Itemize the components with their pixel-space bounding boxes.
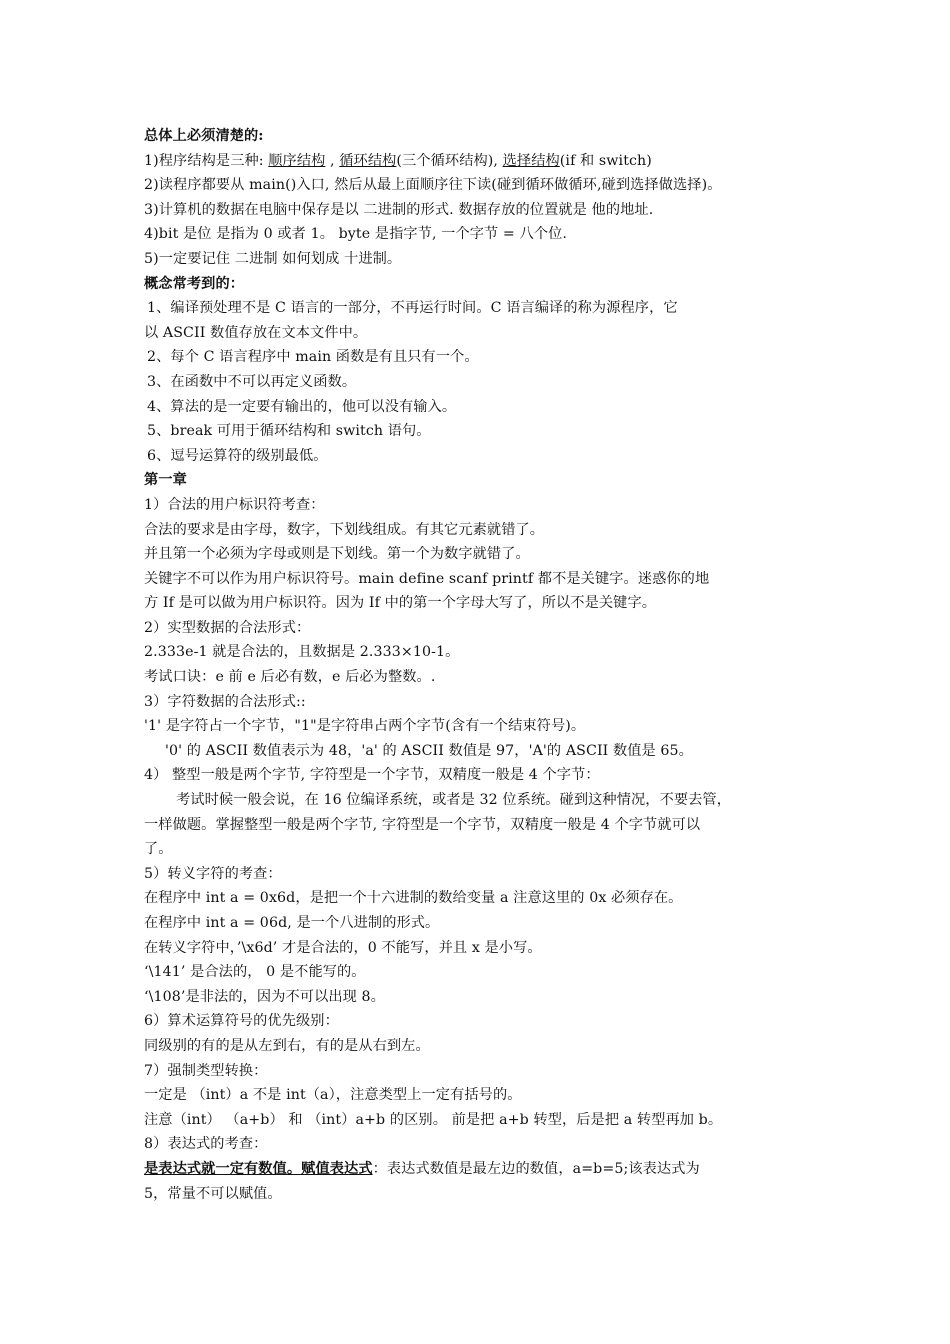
concept-item-1: 1、编译预处理不是 C 语言的一部分，不再运行时间。C 语言编译的称为源程序，它 [147, 300, 678, 317]
paragraph-line: ‘\141’ 是合法的， 0 是不能写的。 [144, 964, 366, 981]
document-page [144, 124, 824, 1206]
paragraph-line: 并且第一个必须为字母或则是下划线。第一个为数字就错了。 [144, 546, 530, 563]
topic-character-heading: 3）字符数据的合法形式:: [144, 693, 306, 710]
topic-integer-size-heading: 4） 整型一般是两个字节, 字符型是一个字节，双精度一般是 4 个字节： [144, 767, 600, 784]
paragraph-line: 合法的要求是由字母，数字，下划线组成。有其它元素就错了。 [144, 521, 545, 538]
paragraph-line [144, 1157, 824, 1182]
chapter-heading: 第一章 [144, 472, 187, 489]
section-heading-general: 总体上必须清楚的: [144, 128, 264, 144]
paragraph-line: 在转义字符中，’\x6d’ 才是合法的，0 不能写，并且 x 是小写。 [144, 939, 542, 956]
paragraph-line: 考试口诀：e 前 e 后必有数，e 后必为整数。. [144, 669, 436, 686]
topic-precedence-heading: 6）算术运算符号的优先级别： [144, 1013, 339, 1030]
paragraph-line: 一定是 （int）a 不是 int（a），注意类型上一定有括号的。 [144, 1087, 522, 1104]
paragraph-line: 在程序中 int a = 06d, 是一个八进制的形式。 [144, 915, 440, 931]
paragraph-line: 同级别的有的是从左到右，有的是从右到左。 [144, 1037, 430, 1054]
general-item-3: 3)计算机的数据在电脑中保存是以 二进制的形式. 数据存放的位置就是 他的地址. [144, 201, 654, 218]
emphasized-text: 是表达式就一定有数值。赋值表达式 [144, 1160, 373, 1177]
paragraph-line: 5，常量不可以赋值。 [144, 1185, 282, 1202]
general-item-1 [144, 149, 824, 174]
general-item-5: 5)一定要记住 二进制 如何划成 十进制。 [144, 250, 402, 267]
loop-structure-term: 循环结构 [339, 152, 397, 169]
general-item-4: 4)bit 是位 是指为 0 或者 1。 byte 是指字节, 一个字节 = 八个位. [144, 226, 567, 243]
topic-type-cast-heading: 7）强制类型转换： [144, 1062, 268, 1079]
topic-escape-char-heading: 5）转义字符的考查： [144, 865, 282, 882]
paragraph-line: 在程序中 int a = 0x6d，是把一个十六进制的数给变量 a 注意这里的 0x 必须存在。 [144, 890, 683, 907]
general-item-1-suffix: (if 和 switch) [559, 152, 652, 169]
paragraph-line: ‘\108’是非法的，因为不可以出现 8。 [144, 988, 385, 1005]
sequential-structure-term: 顺序结构 [268, 152, 326, 169]
general-item-1-sep: , [325, 152, 340, 169]
paragraph-line: 方 If 是可以做为用户标识符。因为 If 中的第一个字母大写了，所以不是关键字。 [144, 595, 657, 612]
concept-item-2: 2、每个 C 语言程序中 main 函数是有且只有一个。 [147, 349, 479, 366]
general-item-2: 2)读程序都要从 main()入口, 然后从最上面顺序往下读(碰到循环做循环,碰到选择做选择)。 [144, 177, 722, 194]
topic-identifier-heading: 1）合法的用户标识符考查： [144, 496, 325, 513]
paragraph-line: 了。 [144, 841, 173, 858]
concept-item-5: 5、break 可用于循环结构和 switch 语句。 [147, 423, 431, 440]
paragraph-line: 2.333e-1 就是合法的，且数据是 2.333×10-1。 [144, 644, 460, 661]
concept-item-4: 4、算法的是一定要有输出的，他可以没有输入。 [147, 398, 457, 415]
selection-structure-term: 选择结构 [502, 152, 560, 169]
paragraph-line: 考试时候一般会说，在 16 位编译系统，或者是 32 位系统。碰到这种情况，不要去管， [176, 792, 732, 809]
paragraph-line: 关键字不可以作为用户标识符号。main define scanf printf 都不是关键字。迷惑你的地 [144, 570, 710, 587]
paragraph-line: 一样做题。掌握整型一般是两个字节, 字符型是一个字节，双精度一般是 4 个字节就可以 [144, 816, 701, 833]
concept-item-1-continued: 以 ASCII 数值存放在文本文件中。 [144, 324, 368, 341]
general-item-1-prefix: 1)程序结构是三种: [144, 152, 269, 169]
general-item-1-mid: (三个循环结构), [396, 152, 503, 169]
paragraph-line: 注意（int） （a+b） 和 （int）a+b 的区别。 前是把 a+b 转型，后是把 a 转型再加 b。 [144, 1111, 723, 1128]
concept-item-3: 3、在函数中不可以再定义函数。 [147, 373, 357, 390]
concept-item-6: 6、逗号运算符的级别最低。 [147, 447, 328, 464]
paragraph-line: '0' 的 ASCII 数值表示为 48，'a' 的 ASCII 数值是 97，'A'的 ASCII 数值是 65。 [165, 742, 693, 759]
paragraph-line: '1' 是字符占一个字节，"1"是字符串占两个字节(含有一个结束符号)。 [144, 718, 586, 735]
topic-expression-heading: 8）表达式的考查： [144, 1136, 268, 1153]
paragraph-text: ：表达式数值是最左边的数值，a=b=5;该表达式为 [372, 1160, 700, 1177]
topic-real-number-heading: 2）实型数据的合法形式： [144, 619, 311, 636]
section-heading-concepts: 概念常考到的： [144, 275, 245, 292]
